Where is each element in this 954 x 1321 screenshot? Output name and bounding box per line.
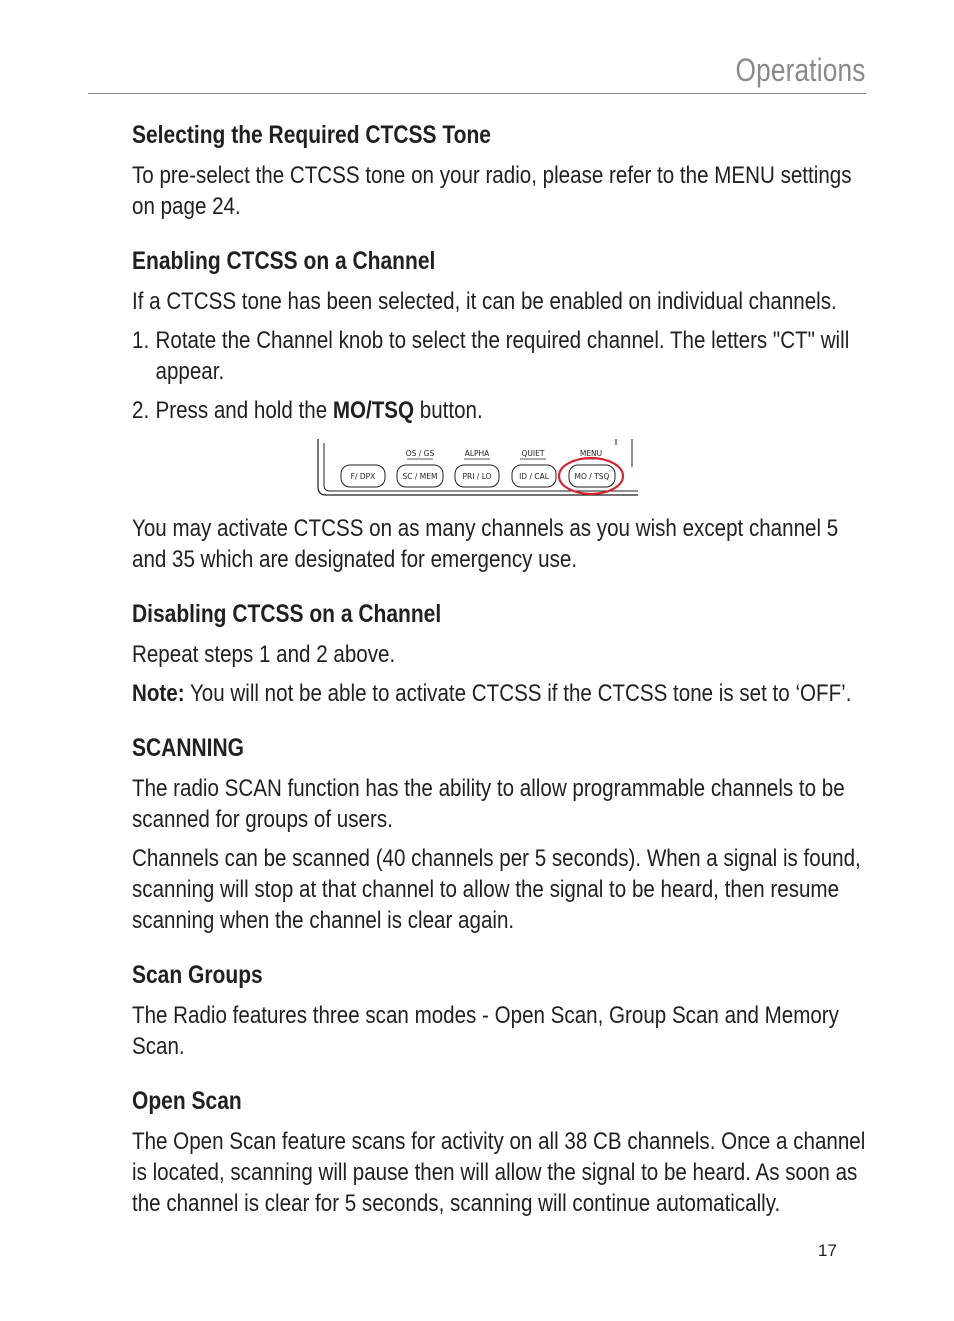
step-2-text-post: button. [414, 397, 483, 424]
label-quiet: QUIET [521, 449, 545, 458]
paragraph-scanning-1: The radio SCAN function has the ability to allow programmable channels to be scanned for groups of users. [132, 775, 845, 833]
step-2 [132, 395, 872, 426]
paragraph-scan-groups: The Radio features three scan modes - Open Scan, Group Scan and Memory Scan. [132, 1002, 839, 1060]
button-f-dpx-label: F/ DPX [350, 472, 376, 481]
note-paragraph [132, 678, 872, 709]
step-1-number: 1. [132, 327, 150, 354]
step-2-number: 2. [132, 397, 150, 424]
heading-disabling-ctcss: Disabling CTCSS on a Channel [132, 600, 442, 628]
header-divider [88, 93, 866, 94]
paragraph-emergency-channels: You may activate CTCSS on as many channels as you wish except channel 5 and 35 which are designated for emergency use. [132, 515, 839, 573]
page-header-title: Operations [736, 52, 866, 88]
paragraph-selecting-ctcss: To pre-select the CTCSS tone on your radio, please refer to the MENU settings on page 24. [132, 162, 852, 220]
label-os-gs: OS / GS [405, 449, 435, 458]
label-alpha: ALPHA [464, 449, 490, 458]
button-id-cal-label: ID / CAL [519, 472, 549, 481]
step-2-text-pre: Press and hold the [155, 397, 333, 424]
note-label: Note: [132, 680, 185, 707]
page-number: 17 [818, 1241, 837, 1260]
content-column [132, 118, 872, 1219]
button-sc-mem-label: SC / MEM [402, 472, 438, 481]
paragraph-enabling-ctcss: If a CTCSS tone has been selected, it can be enabled on individual channels. [132, 288, 837, 315]
heading-scanning: SCANNING [132, 734, 245, 762]
step-1 [132, 325, 872, 387]
heading-selecting-ctcss: Selecting the Required CTCSS Tone [132, 121, 491, 149]
button-pri-lo-label: PRI / LO [462, 472, 492, 481]
paragraph-disabling-ctcss: Repeat steps 1 and 2 above. [132, 641, 396, 668]
label-menu: MENU [579, 449, 603, 458]
radio-panel-illustration [316, 437, 638, 499]
button-mo-tsq-label: MO / TSQ [574, 472, 610, 481]
heading-enabling-ctcss: Enabling CTCSS on a Channel [132, 247, 436, 275]
paragraph-open-scan: The Open Scan feature scans for activity on all 38 CB channels. Once a channel is located, scanning will pause then will allow the signal to be heard. As soon as the channel is clear for 5 seconds, scanning will continue automatically. [132, 1128, 866, 1217]
heading-open-scan: Open Scan [132, 1087, 242, 1115]
page-content [132, 118, 872, 1219]
radio-button-panel-figure [316, 437, 638, 499]
note-text: You will not be able to activate CTCSS if the CTCSS tone is set to ‘OFF’. [184, 680, 852, 707]
paragraph-scanning-2: Channels can be scanned (40 channels per 5 seconds). When a signal is found, scanning will stop at that channel to allow the signal to be heard, then resume scanning when the channel is clear again. [132, 845, 861, 934]
heading-scan-groups: Scan Groups [132, 961, 263, 989]
step-1-text: Rotate the Channel knob to select the required channel. The letters "CT" will appear. [155, 327, 850, 385]
step-2-button-name: MO/TSQ [332, 397, 415, 424]
